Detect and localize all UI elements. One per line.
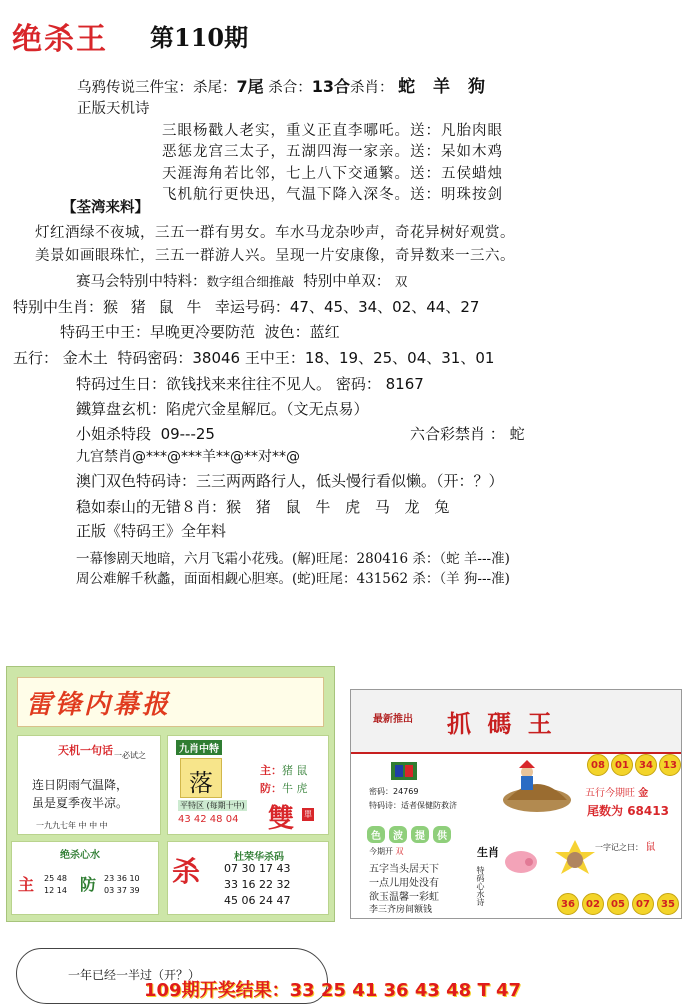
weishu-label: 尾数为 (587, 804, 624, 818)
fang2-num: 03 37 39 (104, 886, 140, 895)
rp-poem-line: 欲玉温馨一彩虹 (369, 892, 439, 903)
jiuxiao-title: 九肖中特 (176, 740, 222, 755)
logo-icon (391, 762, 417, 780)
zhu-label: 主： (260, 764, 282, 777)
tianji-box (17, 735, 161, 835)
liuhe-line (410, 423, 525, 444)
sha-char: 杀 (172, 855, 201, 888)
fang2-num: 23 36 10 (104, 874, 140, 883)
pingte-numbers: 43 42 48 04 (178, 814, 239, 825)
xin-title: 绝杀心水 (60, 850, 100, 861)
saima-line (76, 270, 407, 291)
aomen-text: 三三两两路行人，低头慢行看似懒。（开：？） (196, 472, 504, 490)
lucky-value: 47、45、34、02、44、27 (289, 298, 480, 316)
fang-line (260, 780, 308, 796)
shuang-char: 雙 (268, 804, 295, 834)
zhuama-title: 抓 碼 王 (447, 709, 556, 738)
pig-icon (501, 846, 541, 876)
fang2-label: 防 (80, 875, 97, 894)
jiugong-label: 九宫禁肖 (76, 449, 132, 465)
lottery-ball: 02 (582, 893, 604, 915)
duwang-title: 杜荣华杀码 (234, 852, 284, 863)
lottery-ball: 34 (635, 754, 657, 776)
jinqi-line (369, 846, 404, 857)
leijun-title: 雷锋内幕报 (26, 690, 172, 720)
rp-tema-label: 特码诗： (369, 801, 401, 810)
issue-number: 第110期 (150, 23, 249, 52)
color-value: 蓝红 (309, 323, 340, 341)
tiesuan-text: 陷虎穴金星解厄。（文无点易） (166, 400, 369, 418)
duwang-row: 45 06 24 47 (224, 894, 291, 907)
rp-wuxing-label: 五行今期旺 (585, 788, 635, 799)
zhu2-num: 25 48 (44, 874, 67, 883)
bottom-balls (557, 893, 679, 915)
tianji-box-note: 一九九七年 中 中 中 (36, 821, 108, 830)
code-label: 特码密码： (117, 349, 193, 367)
lottery-result: 109期开奖结果：33 25 41 36 43 48 T 47 (144, 980, 522, 1001)
tianji-label: 正版天机诗 (77, 101, 150, 117)
wuya-label: 乌鸦传说三件宝： (77, 80, 193, 96)
mouse-icon (551, 838, 599, 878)
wuya-tail-label: 杀尾： (193, 80, 237, 96)
tema-wang-text: 早晚更冷要防范 (150, 323, 256, 341)
rp-poem-line: 李三齐房间额钱 (369, 905, 433, 915)
weishu-value: 68413 (627, 804, 669, 818)
rp-tema-value: 适者保健防救济 (401, 801, 457, 810)
wuya-line (77, 72, 491, 97)
pingte-label-text: 平特区 (180, 801, 204, 810)
wuxing-line (13, 347, 494, 368)
aomen-line (76, 470, 504, 491)
tema-line (369, 800, 457, 811)
zhu-value: 猪 鼠 (282, 764, 308, 777)
jiuxiao-box (167, 735, 329, 835)
duwang-box (167, 841, 329, 915)
mima-value: 8167 (385, 375, 424, 393)
top-balls (587, 754, 681, 776)
wzw-label: 王中王： (244, 349, 305, 367)
color-label: 波色： (264, 323, 310, 341)
mima-label: 密码： (335, 375, 381, 393)
lottery-ball: 36 (557, 893, 579, 915)
liuhe-label: 六合彩禁肖 ： (410, 425, 505, 443)
cartoon-icon (497, 754, 577, 814)
tag-chip: 色 (367, 826, 385, 843)
taiwan-line: 美景如画眼珠忙，三五一群游人兴。呈现一片安康像，奇异数来一三六。 (35, 248, 515, 264)
logo-part-icon (395, 765, 403, 777)
leijun-newspaper (6, 666, 335, 922)
poem-side: 特码心水诗 (476, 866, 485, 906)
tag-chip: 供 (433, 826, 451, 843)
wuxing-value: 金木土 (62, 349, 108, 367)
rp-mima-value: 24769 (393, 787, 419, 796)
tianji-line: 三眼杨戳人老实，重义正直李哪吒。送：凡胎肉眼 (162, 123, 503, 139)
wuxing-line-rp (585, 784, 648, 799)
rp-poem-line: 一点儿用处没有 (369, 878, 439, 889)
tema-wang-line (60, 321, 340, 342)
tianji-line: 恶惩龙宫三太子，五湖四海一家亲。送：呆如木鸡 (162, 144, 503, 160)
taiwan-line: 灯红酒绿不夜城，三五一群有男女。车水马龙杂吵声，奇花异树好观赏。 (35, 225, 515, 241)
wzw-value: 18、19、25、04、31、01 (304, 349, 495, 367)
shengxiao-label: 特别中生肖： (13, 298, 104, 316)
saima-dan-label: 特别中单双： (303, 274, 391, 290)
cartoon-illustration (497, 754, 577, 814)
tianji-box-title: 天机一句话 (58, 744, 113, 757)
duwang-row: 33 16 22 32 (224, 878, 291, 891)
shengxiao-big: 生肖 (477, 846, 499, 859)
wuya-xiao-label: 杀肖： (350, 80, 394, 96)
zhu2-num: 12 14 (44, 886, 67, 895)
zhengban-label: 正版《特码王》全年料 (76, 522, 227, 540)
lottery-ball: 07 (632, 893, 654, 915)
yiju-label: 一字记之曰： (595, 843, 643, 852)
jinqi-label: 今期开 (369, 847, 393, 856)
mima-line (369, 786, 418, 797)
tag-chip: 提 (411, 826, 429, 843)
tiesuan-label: 鐵算盘玄机： (76, 400, 167, 418)
tiesuan-line (76, 398, 369, 419)
wuya-he-label: 杀合： (268, 80, 312, 96)
shengxiao-line (13, 296, 479, 317)
weishu-line (587, 802, 669, 819)
wuya-he-value: 13合 (311, 77, 351, 96)
tianji-line: 天涯海角若比邻，七上八下交通繁。送：五侯蜡烛 (162, 166, 503, 182)
wuya-xiao-value: 蛇 羊 狗 (398, 77, 491, 97)
luo-box (180, 758, 222, 798)
wuya-tail-value: 7尾 (236, 77, 264, 96)
cloud-text: 一年已经一半过（开？） (68, 968, 201, 982)
zhuama-newspaper (350, 689, 682, 919)
lottery-ball: 08 (587, 754, 609, 776)
tema-guo-label: 特码过生日： (76, 375, 167, 393)
liuhe-value: 蛇 (509, 425, 525, 443)
tema-guo-text: 欲钱找来来往往不见人。 (166, 375, 332, 393)
zhuama-header (351, 690, 681, 754)
jinqi-value: 双 (395, 847, 404, 856)
zhu-line (260, 762, 308, 778)
pingte-sub: (每期十中) (206, 801, 245, 810)
tianji-box-sub: 一必试之 (114, 751, 146, 760)
tag-row (367, 826, 451, 843)
wenru-value: 猴 猪 鼠 牛 虎 马 龙 兔 (226, 498, 455, 516)
page-title: 绝杀王 (12, 22, 108, 57)
fang-value: 牛 虎 (282, 782, 308, 795)
jiugong-line (76, 446, 300, 466)
code-value: 38046 (192, 349, 241, 367)
xiaojie-line (76, 423, 215, 444)
tianji-box-line: 虽是夏季夜半凉。 (32, 796, 129, 810)
saima-dan-value: 双 (394, 274, 408, 289)
wenru-line (76, 496, 454, 517)
tema-guo-line (76, 373, 424, 394)
tema-wang-label: 特码王中王： (60, 323, 151, 341)
fang-label: 防： (260, 782, 282, 795)
wuxing-label: 五行： (13, 349, 59, 367)
lottery-ball: 13 (659, 754, 681, 776)
lucky-label: 幸运号码： (214, 298, 290, 316)
xiaojie-label: 小姐杀特段 (76, 425, 152, 443)
zhu2-label: 主 (18, 875, 35, 894)
shengxiao-value: 猴 猪 鼠 牛 (103, 298, 206, 316)
tag-chip: 波 (389, 826, 407, 843)
lottery-ball: 01 (611, 754, 633, 776)
jiugong-value: @***@***羊**@**对**@ (132, 449, 300, 465)
dan-badge: 單 (304, 810, 312, 819)
saima-label: 赛马会特别中特料： (76, 274, 207, 290)
tianji-line: 飞机航行更快迅，气温下降入深冬。送：明珠按剑 (162, 187, 503, 203)
duwang-row: 07 30 17 43 (224, 862, 291, 875)
leijun-header (17, 677, 324, 727)
xiaojie-value: 09---25 (160, 425, 215, 443)
rp-poem-line: 五字当头居天下 (369, 864, 439, 875)
riddle-line: 周公难解千秋蠡，面面相觑心胆寒。(蛇)旺尾：431562 杀：（羊 狗---准) (76, 571, 510, 587)
yiju-line (595, 838, 656, 853)
rp-mima-label: 密码： (369, 787, 393, 796)
lottery-ball: 35 (657, 893, 679, 915)
aomen-label: 澳门双色特码诗： (76, 472, 197, 490)
luo-char: 落 (189, 769, 213, 797)
tianji-box-line: 连日阴雨气温降， (32, 778, 129, 792)
taiwan-label: 【荃湾来料】 (62, 200, 149, 216)
wenru-label: 稳如泰山的无错８肖： (76, 498, 227, 516)
rp-wuxing-value: 金 (638, 788, 649, 799)
logo-part-icon (405, 765, 413, 777)
yiju-value: 鼠 (645, 842, 656, 853)
xin-box (11, 841, 159, 915)
lottery-ball: 05 (607, 893, 629, 915)
saima-text: 数字组合细推敲 (206, 274, 295, 289)
riddle-line: 一幕惨剧天地暗，六月飞霜小花残。(解)旺尾：280416 杀：（蛇 羊---准) (76, 551, 510, 567)
zhuama-tag: 最新推出 (373, 714, 413, 725)
pingte-label (178, 800, 247, 811)
